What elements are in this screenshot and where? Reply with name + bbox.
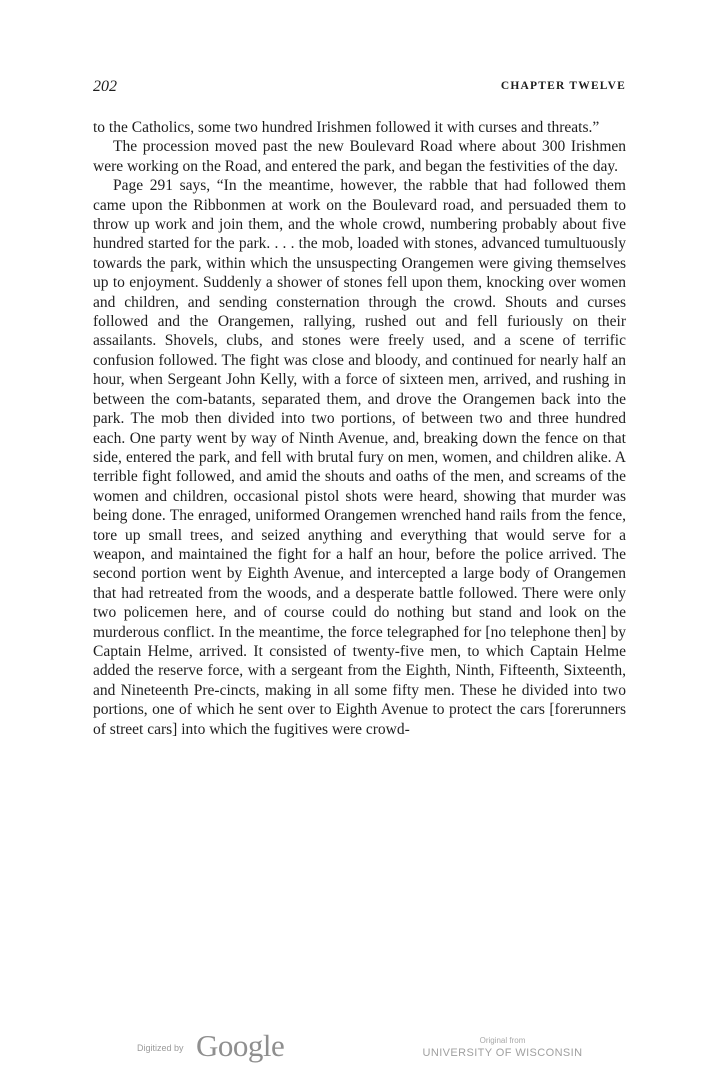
paragraph-quotation: Page 291 says, “In the meantime, however, the rabble that had followed them came upon the Ribbonmen at work on the Boulevard road, and persuaded them to throw up work and join them, and the whole crowd, numbering probably about five hundred started for the park. . . . the mob, loaded with stones, advanced tumultuously towards the park, within which the unsuspecting Orangemen were giving themselves up to enjoyment. Suddenly a shower of stones fell upon them, knocking over women and children, and sending consternation through the crowd. Shouts and curses followed and the Orangemen, rallying, rushed out and fell furiously on their assailants. Shovels, clubs, and stones were freely used, and a scene of terrific confusion followed. The fight was close and bloody, and continued for nearly half an hour, when Sergeant John Kelly, with a force of sixteen men, arrived, and rushing in between the com-batants, separated them, and drove the Orangemen back into the park. The mob then divided into two portions, of between two and three hundred each. One party went by way of Ninth Avenue, and, breaking down the fence on that side, entered the park, and fell with brutal fury on men, women, and children alike. A terrible fight followed, and amid the shouts and oaths of the men, and screams of the women and children, occasional pistol shots were heard, showing that murder was being done. The enraged, uniformed Orangemen wrenched hand rails from the fence, tore up small trees, and seized anything and everything that would serve for a weapon, and maintained the fight for a half an hour, before the police arrived. The second portion went by Eighth Avenue, and intercepted a large body of Orangemen that had retreated from the woods, and a desperate battle followed. There were only two policemen here, and of course could do nothing but stand and look on the murderous conflict. In the meantime, the force telegraphed for [no telephone then] by Captain Helme, arrived. It consisted of twenty-five men, to which Captain Helme added the reserve force, with a sergeant from the Eighth, Ninth, Fifteenth, Sixteenth, and Nineteenth Pre-cincts, making in all some fifty men. These he divided into two portions, one of which he sent over to Eighth Avenue to protect the cars [forerunners of street cars] into which the fugitives were crowd- [93,177,626,738]
body-text [93,118,626,739]
google-logo: Google [196,1028,285,1063]
page-footer [0,1028,711,1072]
chapter-title: CHAPTER TWELVE [500,80,626,92]
paragraph-procession: The procession moved past the new Boulevard Road where about 300 Irishmen were working on the Road, and entered the park, and began the festivities of the day. [93,138,626,175]
university-label: UNIVERSITY OF WISCONSIN [422,1047,583,1059]
page-number: 202 [93,78,117,95]
original-from-label: Original from [479,1036,526,1045]
paragraph-continued: to the Catholics, some two hundred Irishmen followed it with curses and threats.” [93,119,600,136]
digitized-by-label: Digitized by [137,1043,184,1053]
page-header [93,78,626,98]
